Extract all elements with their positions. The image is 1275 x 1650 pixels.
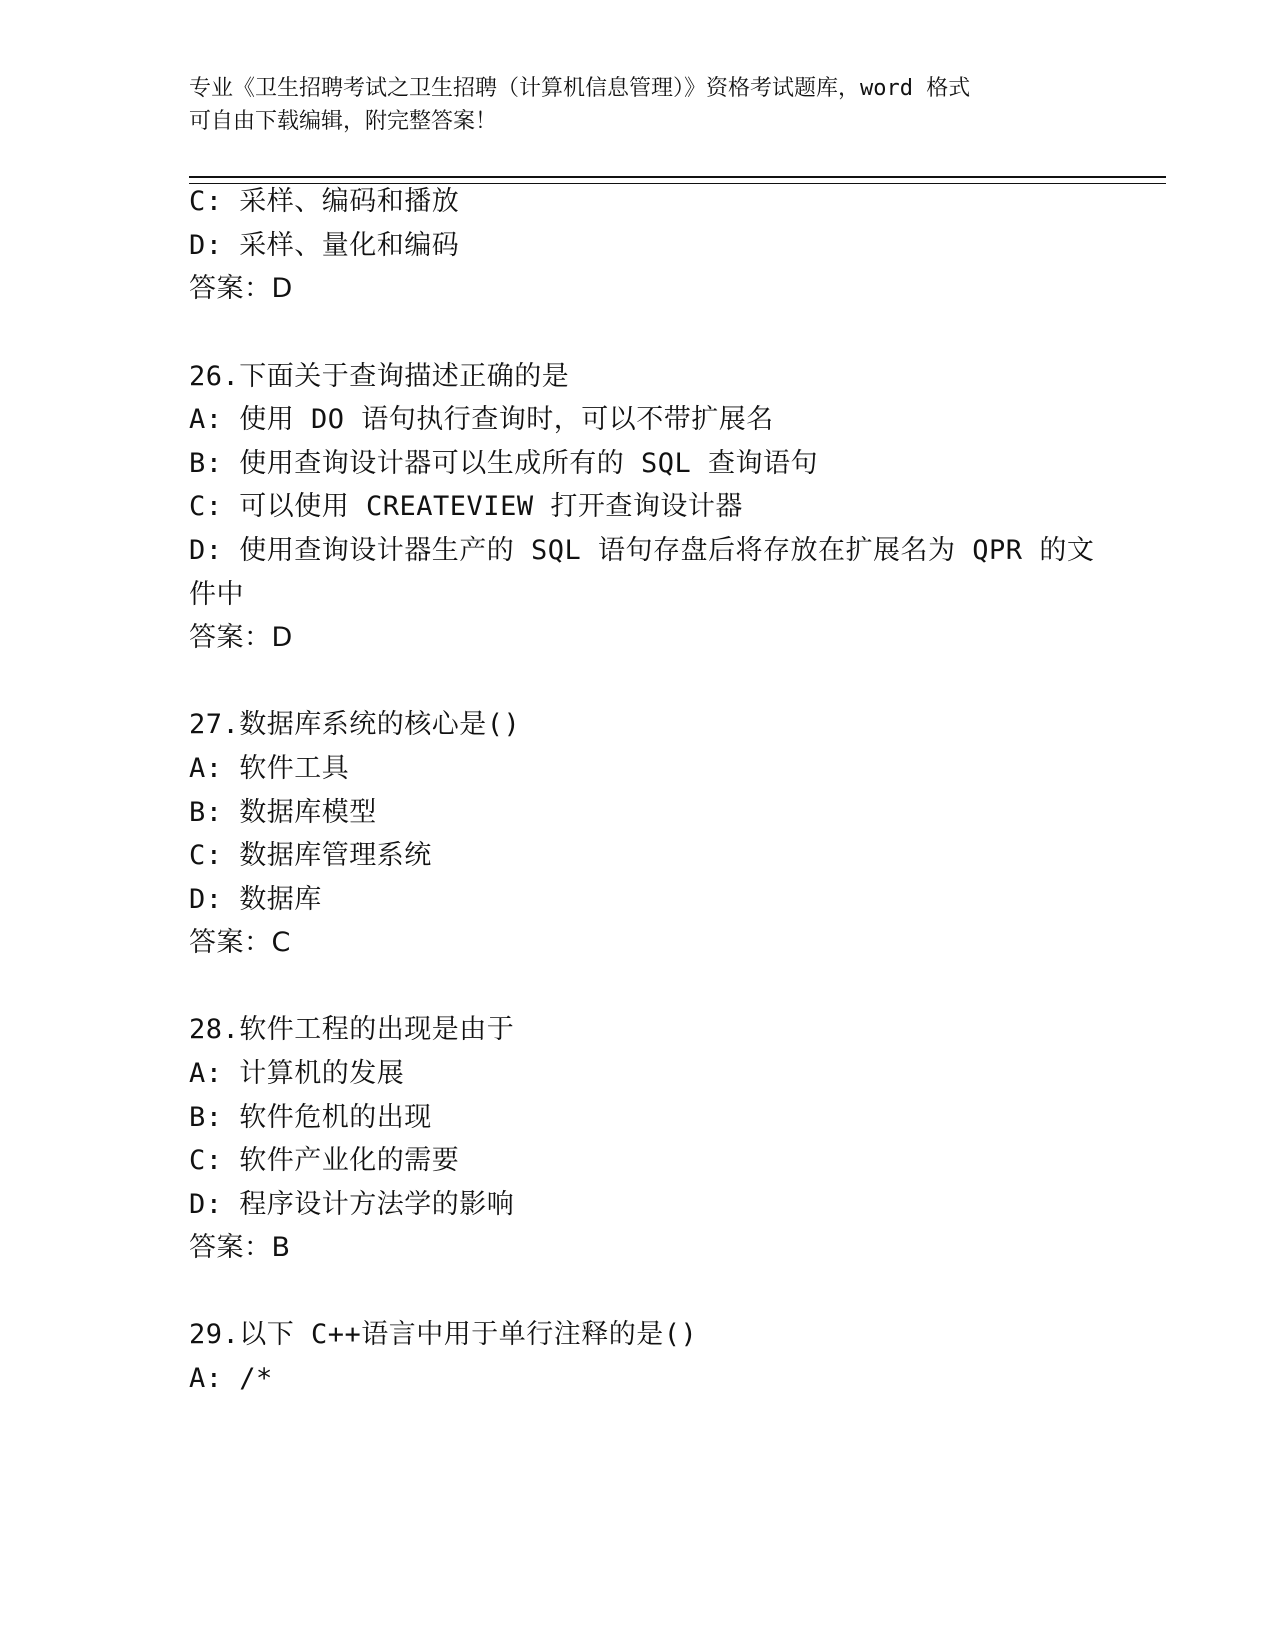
q28-option-d: D: 程序设计方法学的影响 (189, 1189, 515, 1220)
q27-option-c: C: 数据库管理系统 (189, 840, 432, 871)
q26-option-b: B: 使用查询设计器可以生成所有的 SQL 查询语句 (189, 448, 819, 479)
q27-option-a: A: 软件工具 (189, 753, 350, 784)
q26-question: 26.下面关于查询描述正确的是 (189, 361, 570, 392)
q26-option-a: A: 使用 DO 语句执行查询时，可以不带扩展名 (189, 404, 774, 435)
q26-answer: 答案：D (189, 622, 293, 653)
q29-question: 29.以下 C++语言中用于单行注释的是() (189, 1319, 698, 1350)
q25-option-c: C: 采样、编码和播放 (189, 186, 460, 217)
q27-option-b: B: 数据库模型 (189, 797, 377, 828)
q27-answer: 答案：C (189, 927, 291, 958)
q26-option-d-continued: 件中 (189, 579, 244, 610)
header-line-2: 可自由下载编辑，附完整答案！ (189, 109, 498, 134)
q28-question: 28.软件工程的出现是由于 (189, 1014, 515, 1045)
q28-option-b: B: 软件危机的出现 (189, 1102, 432, 1133)
q26-option-c: C: 可以使用 CREATEVIEW 打开查询设计器 (189, 491, 743, 522)
q28-answer: 答案：B (189, 1232, 291, 1263)
q26-option-d: D: 使用查询设计器生产的 SQL 语句存盘后将存放在扩展名为 QPR 的文 (189, 535, 1095, 566)
q28-option-a: A: 计算机的发展 (189, 1058, 405, 1089)
q25-answer: 答案：D (189, 273, 293, 304)
q27-question: 27.数据库系统的核心是() (189, 709, 521, 740)
q28-option-c: C: 软件产业化的需要 (189, 1145, 460, 1176)
header-divider (189, 176, 1166, 178)
document-header (189, 72, 1089, 138)
q27-option-d: D: 数据库 (189, 884, 322, 915)
q25-option-d: D: 采样、量化和编码 (189, 230, 460, 261)
q29-option-a: A: /* (189, 1363, 273, 1394)
header-line-1: 专业《卫生招聘考试之卫生招聘（计算机信息管理）》资格考试题库，word 格式 (189, 76, 971, 101)
